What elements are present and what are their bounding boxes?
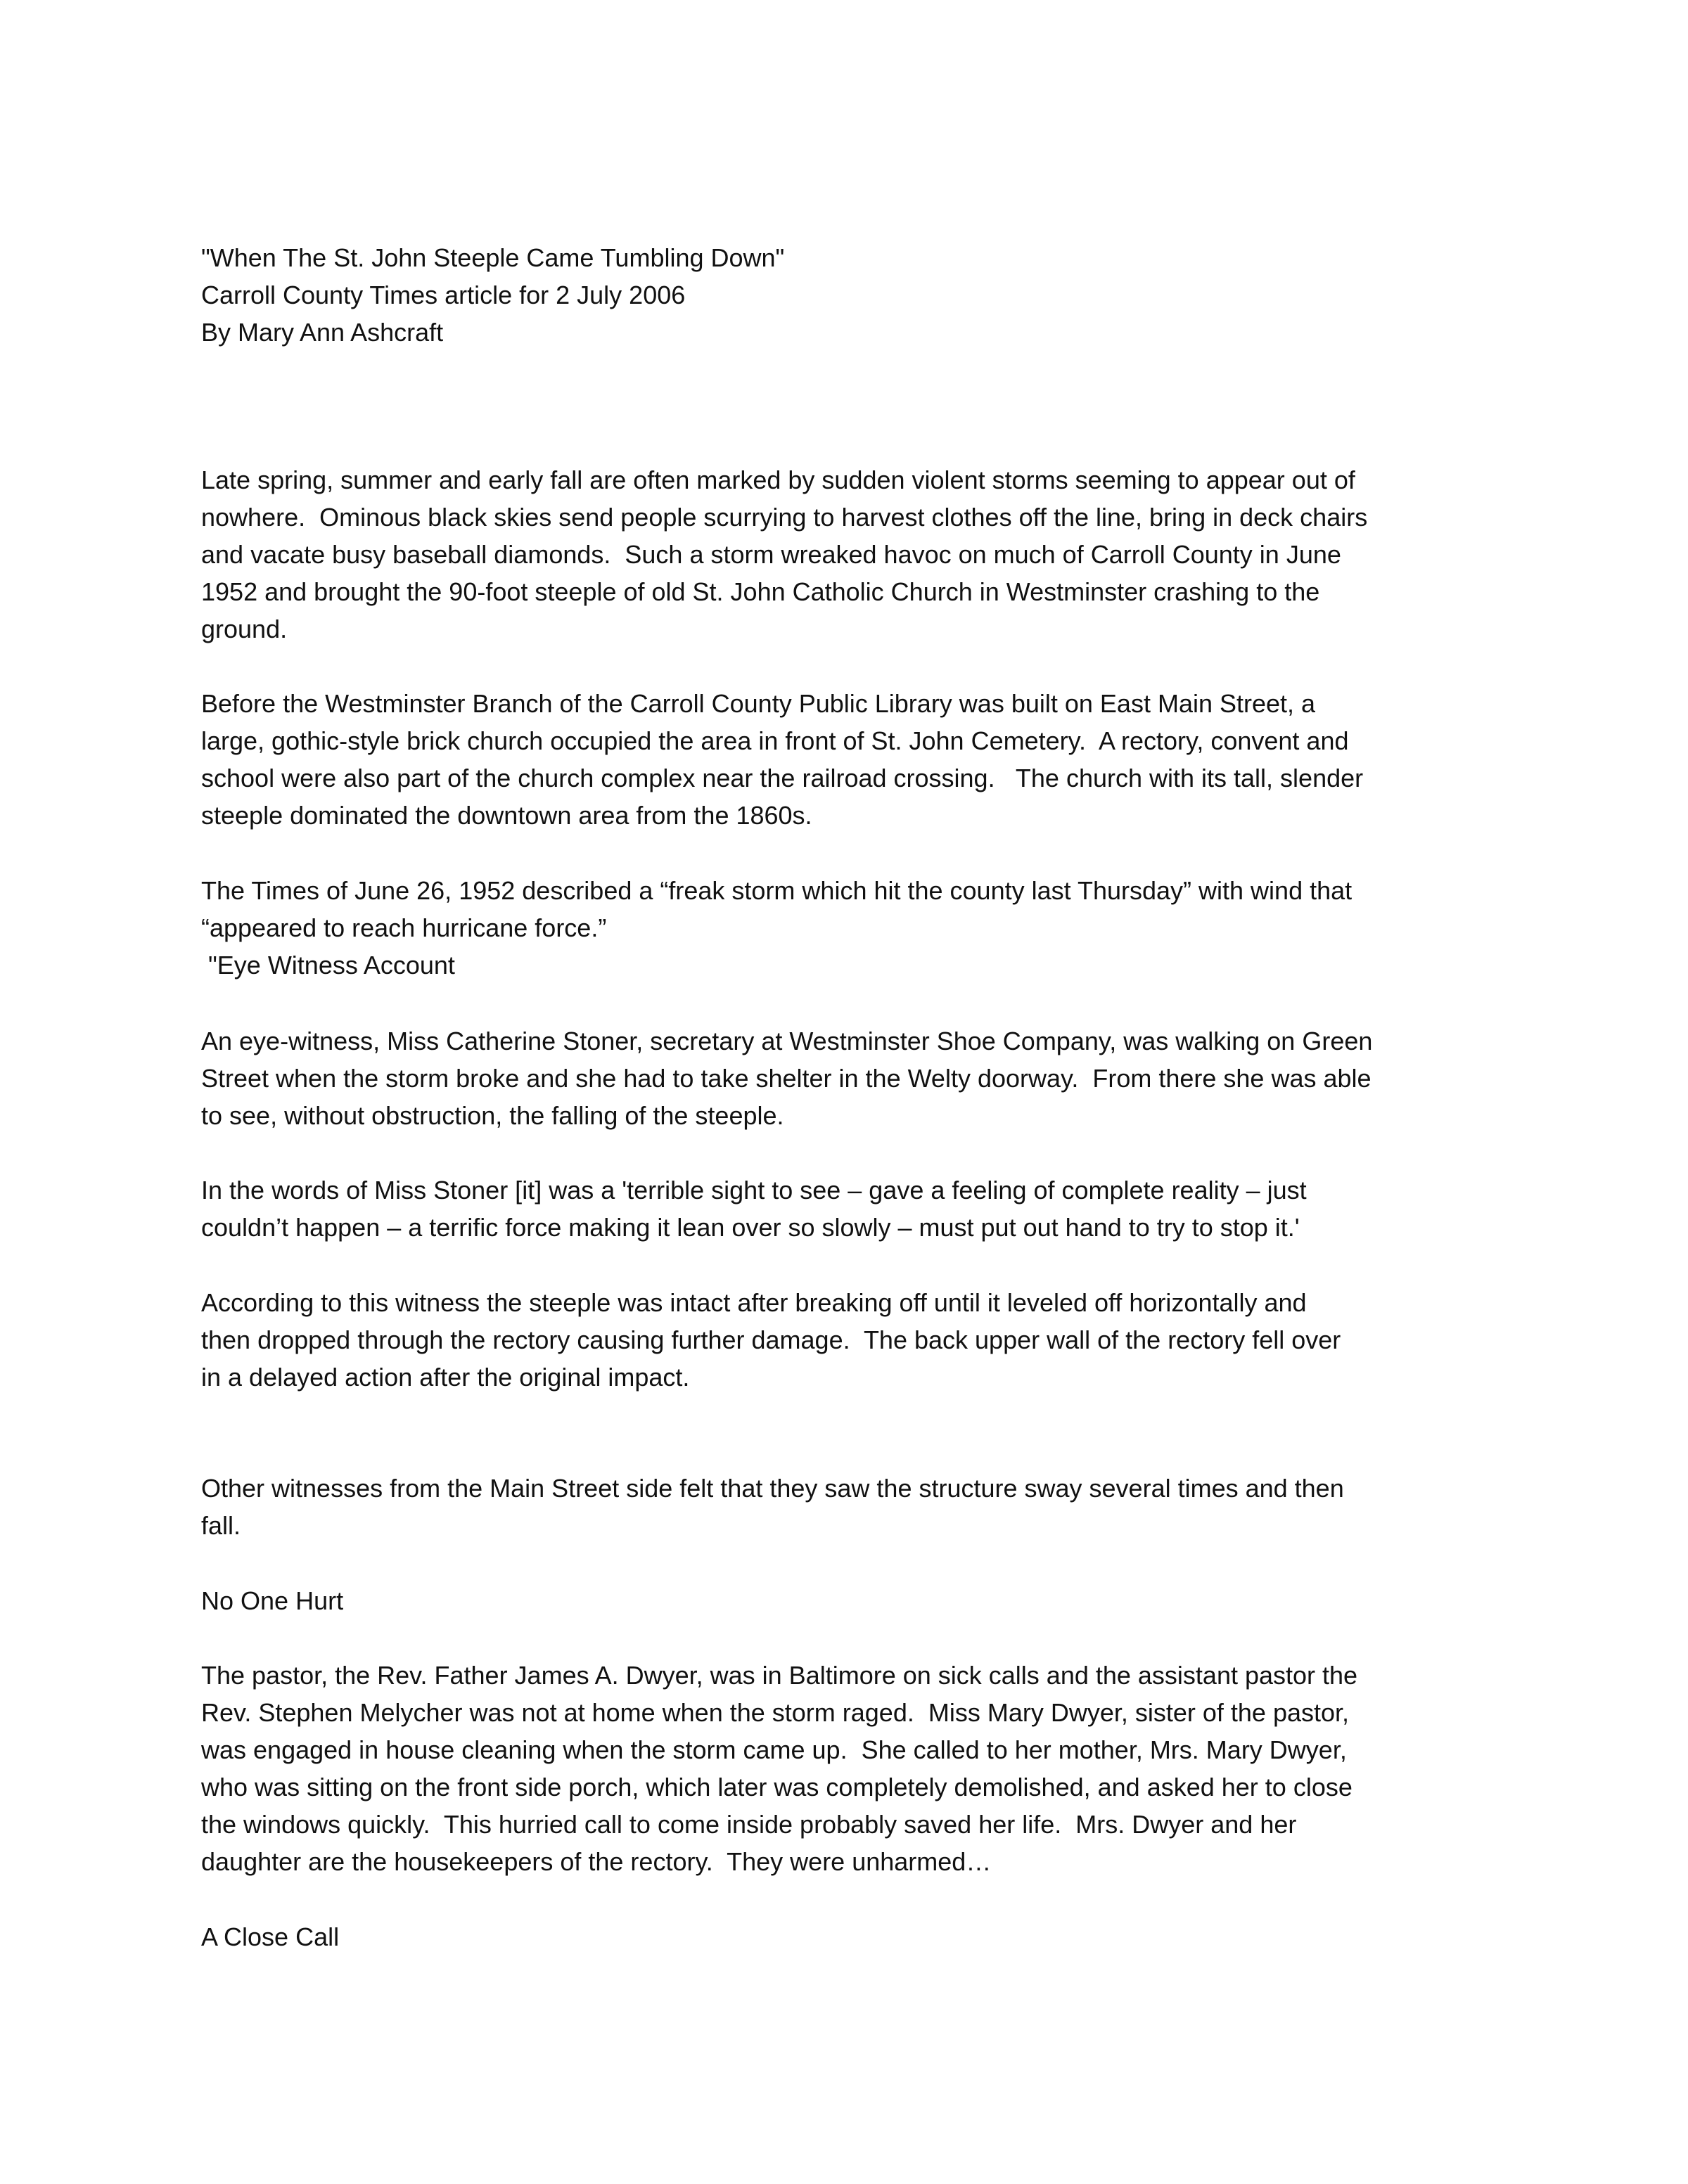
- article-title: "When The St. John Steeple Came Tumbling Down": [201, 243, 785, 272]
- byline: By Mary Ann Ashcraft: [201, 318, 444, 347]
- text-line: No One Hurt: [201, 1586, 344, 1615]
- eyewitness-paragraph: [201, 1022, 1537, 1134]
- text-line: steeple dominated the downtown area from the 1860s.: [201, 801, 812, 830]
- text-line: A Close Call: [201, 1922, 340, 1951]
- section-heading-no-one-hurt: [201, 1582, 1537, 1619]
- text-line: The Times of June 26, 1952 described a “freak storm which hit the county last Thursday” with wind that: [201, 876, 1353, 905]
- times-quote-paragraph: [201, 872, 1537, 984]
- text-line: was engaged in house cleaning when the storm came up. She called to her mother, Mrs. Mary Dwyer,: [201, 1735, 1347, 1764]
- text-line: then dropped through the rectory causing further damage. The back upper wall of the rectory fell over: [201, 1325, 1341, 1354]
- article-header: [201, 239, 1537, 351]
- text-line: The pastor, the Rev. Father James A. Dwyer, was in Baltimore on sick calls and the assistant pastor the: [201, 1661, 1358, 1690]
- text-line: "Eye Witness Account: [201, 951, 455, 979]
- dwyer-paragraph: [201, 1657, 1537, 1880]
- text-line: An eye-witness, Miss Catherine Stoner, secretary at Westminster Shoe Company, was walking on Green: [201, 1027, 1373, 1055]
- text-line: Rev. Stephen Melycher was not at home when the storm raged. Miss Mary Dwyer, sister of the pastor,: [201, 1698, 1350, 1727]
- text-line: and vacate busy baseball diamonds. Such a storm wreaked havoc on much of Carroll County in June: [201, 540, 1341, 569]
- other-witnesses-paragraph: [201, 1470, 1537, 1544]
- text-line: Street when the storm broke and she had to take shelter in the Welty doorway. From there she was able: [201, 1064, 1372, 1093]
- text-line: couldn’t happen – a terrific force making it lean over so slowly – must put out hand to try to stop it.': [201, 1213, 1300, 1242]
- section-heading-a-close-call: [201, 1918, 1537, 1955]
- intro-paragraph: [201, 461, 1537, 648]
- text-line: “appeared to reach hurricane force.”: [201, 913, 607, 942]
- text-line: According to this witness the steeple was intact after breaking off until it leveled off horizontally and: [201, 1288, 1307, 1317]
- text-line: fall.: [201, 1511, 241, 1540]
- stoner-quote-paragraph: [201, 1171, 1537, 1246]
- steeple-fall-paragraph: [201, 1284, 1537, 1396]
- text-line: ground.: [201, 615, 288, 643]
- text-line: the windows quickly. This hurried call to come inside probably saved her life. Mrs. Dwyer and her: [201, 1810, 1297, 1839]
- text-line: nowhere. Ominous black skies send people scurrying to harvest clothes off the line, bring in deck chairs: [201, 503, 1368, 532]
- text-line: large, gothic-style brick church occupied the area in front of St. John Cemetery. A rectory, convent and: [201, 726, 1349, 755]
- text-line: Before the Westminster Branch of the Carroll County Public Library was built on East Main Street, a: [201, 689, 1316, 718]
- text-line: in a delayed action after the original impact.: [201, 1363, 690, 1392]
- text-line: 1952 and brought the 90-foot steeple of old St. John Catholic Church in Westminster crashing to the: [201, 577, 1320, 606]
- text-line: daughter are the housekeepers of the rectory. They were unharmed…: [201, 1847, 992, 1876]
- text-line: Late spring, summer and early fall are often marked by sudden violent storms seeming to appear out of: [201, 465, 1355, 494]
- text-line: who was sitting on the front side porch, which later was completely demolished, and asked her to close: [201, 1773, 1353, 1801]
- text-line: school were also part of the church complex near the railroad crossing. The church with its tall, slender: [201, 764, 1364, 792]
- text-line: In the words of Miss Stoner [it] was a 'terrible sight to see – gave a feeling of complete reality – just: [201, 1176, 1307, 1205]
- text-line: to see, without obstruction, the falling of the steeple.: [201, 1101, 784, 1130]
- text-line: Other witnesses from the Main Street side felt that they saw the structure sway several times and then: [201, 1474, 1344, 1503]
- church-history-paragraph: [201, 685, 1537, 834]
- publication-line: Carroll County Times article for 2 July 2006: [201, 281, 686, 309]
